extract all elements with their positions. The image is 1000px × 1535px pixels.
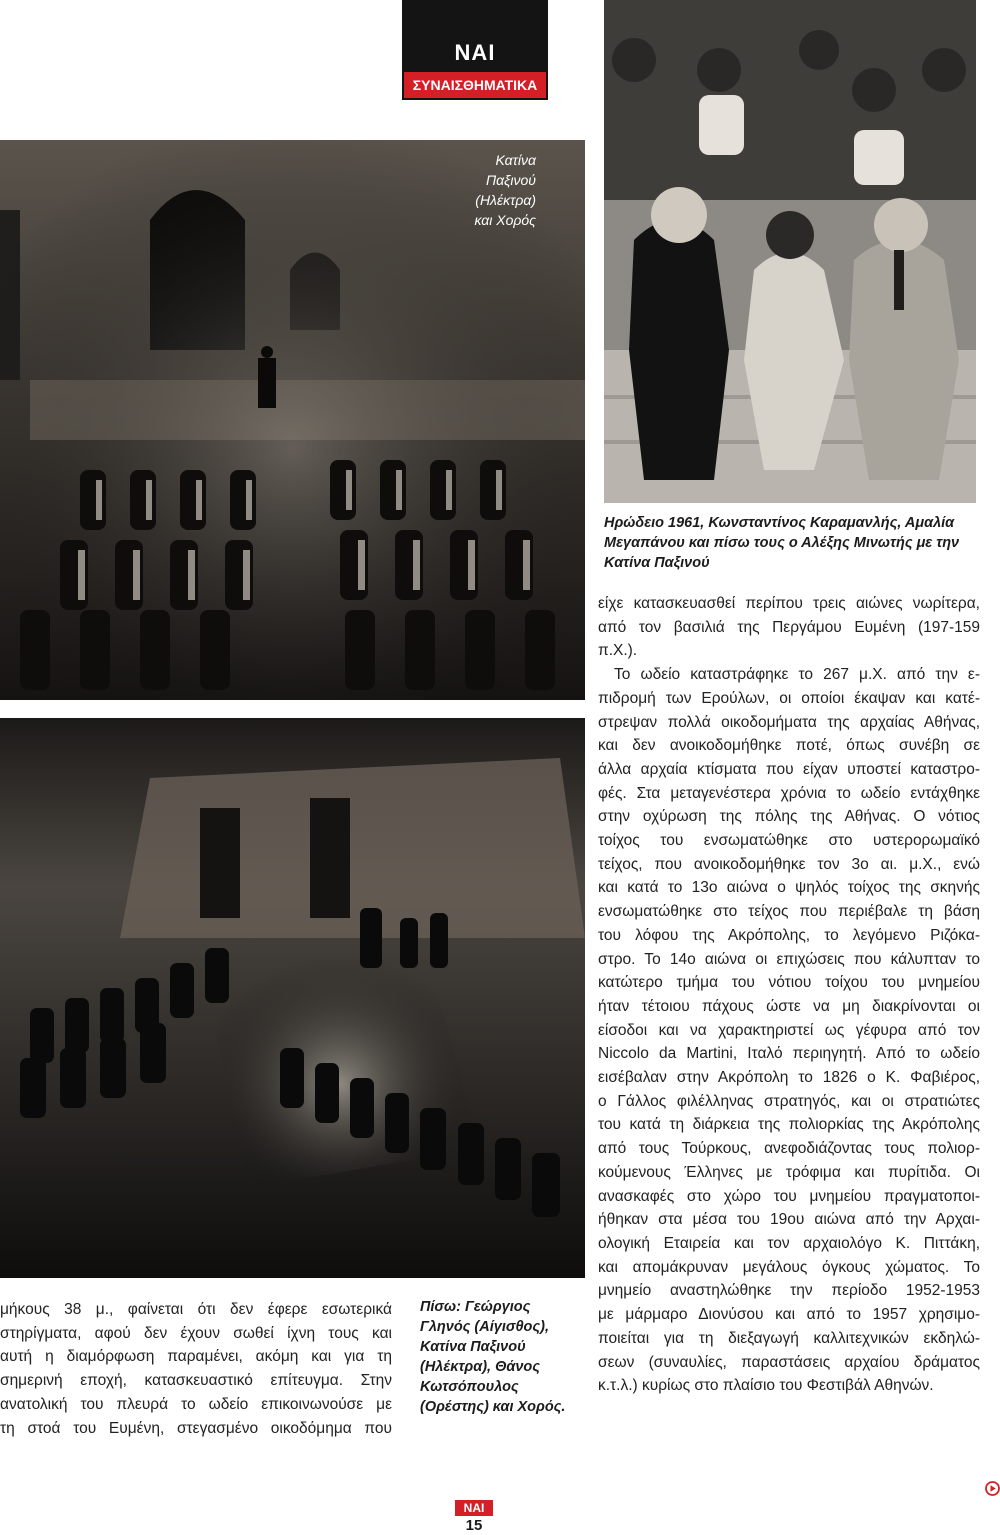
section-badge xyxy=(402,0,548,100)
text-line: μήκους 38 μ., φαίνεται ότι δεν έφερε εσωτερικά xyxy=(0,1301,392,1318)
text-line: κ.τ.λ.) κυρίως στο πλαίσιο του Φεστιβάλ Αθηνών. xyxy=(598,1377,934,1395)
text-line: Niccolo da Martini, Ιταλό περιηγητή. Από το ωδείο xyxy=(598,1045,980,1063)
text-line: και κατά το 13ο αιώνα ο ψηλός τοίχος της σκηνής xyxy=(598,879,980,897)
photo-karamanlis-audience xyxy=(604,0,976,503)
caption-line: Πίσω: Γεώργιος xyxy=(420,1299,531,1315)
text-line: στρο. Το 14ο αιώνα οι επιχώσεις που κάλυπταν το xyxy=(598,950,980,968)
text-line: από τους Τούρκους, ανεφοδιάζοντας τους πολιορ- xyxy=(598,1140,980,1158)
caption-line: Γληνός (Αίγισθος), xyxy=(420,1319,549,1335)
text-line: τείχος, που ανοικοδομήθηκε τον 3ο αι. μ.Χ., ενώ xyxy=(598,855,980,873)
text-line: του λόφου της Ακρόπολης, το λεγόμενο Ριζόκα- xyxy=(598,926,980,944)
text-line: πιδρομή των Ερούλων, οι οποίοι έκαψαν και κατέ- xyxy=(598,689,980,707)
text-line: κατώτερο τμήμα του νότιου τοίχου του μνημείου xyxy=(598,974,980,992)
text-line: κούμενους Έλληνες με τρόφιμα και πυρίτιδα. Οι xyxy=(598,1163,980,1181)
photo2-caption xyxy=(604,513,994,573)
photo3-caption xyxy=(420,1297,590,1417)
text-line: ποιείται για τη διεξαγωγή καλλιτεχνικών εκδηλώ- xyxy=(598,1329,980,1347)
text-line: ήταν τέτοιου πάχους ώστε να μη διακρίνονται οι xyxy=(598,997,980,1015)
photo-glinos-paxinou-kotsopoulos xyxy=(0,718,585,1278)
caption-line: Παξινού xyxy=(486,172,536,188)
text-line: ήθηκαν στα μέσα του 19ου αιώνα από την Αρχαι- xyxy=(598,1211,980,1229)
text-line: είσοδοι και να χαρακτηριστεί ως γέφυρα από τον xyxy=(598,1021,980,1039)
text-line: στρεψαν πολλά οικοδομήματα της αρχαίας Αθήνας, xyxy=(598,713,980,731)
text-line: Το ωδείο καταστράφηκε το 267 μ.Χ. από την ε- xyxy=(614,666,980,684)
text-line: μνημείο αναστηλώθηκε την περίοδο 1952-1953 xyxy=(598,1282,980,1300)
text-line: σημερινή εποχή, κατασκευαστικό επίτευγμα. Στην xyxy=(0,1372,392,1390)
text-line: τοίχος του ενσωματώθηκε στο υστερορωμαϊκό xyxy=(598,832,980,850)
text-line: τη στοά του Ευμένη, στεγασμένο οικοδόμημα που xyxy=(0,1419,392,1437)
text-line: του κατά τη διάρκεια της πολιορκίας της Ακρόπολης xyxy=(598,1116,980,1134)
text-line: ενσωματώθηκε στο τείχος που περιέβαλε τη βάση xyxy=(598,903,980,921)
photo1-caption xyxy=(436,150,536,230)
text-line: με μάρμαρο Διονύσου και από το 1957 χρησιμο- xyxy=(598,1306,980,1324)
brand-label: ΝΑΙ xyxy=(454,40,496,65)
text-line: στην οχύρωση της πόλης της Αθήνας. Ο νότιος xyxy=(598,808,980,826)
caption-line: Μεγαπάνου και πίσω τους ο Αλέξης Μινωτής με την xyxy=(604,535,960,551)
text-line: φές. Στα μεταγενέστερα χρόνια το ωδείο εντάχθηκε xyxy=(598,784,980,802)
page-number: 15 xyxy=(465,1517,483,1534)
text-line: και δεν ανοικοδομήθηκε ποτέ, όπως συνέβη σε xyxy=(598,737,980,755)
text-line: αυτή η διαμόρφωση παραμένει, ακόμη και για τη xyxy=(0,1348,392,1366)
text-line: π.Χ.). xyxy=(598,642,638,660)
text-line: άλλα αρχαία κτίσματα που είχαν υποστεί καταστρο- xyxy=(598,760,980,778)
caption-line: Κατίνα Παξινού xyxy=(420,1339,526,1355)
text-line: στηρίγματα, αφού δεν έχουν σωθεί ίχνη τους και xyxy=(0,1324,392,1342)
left-column-text xyxy=(0,1298,392,1440)
caption-line: (Ηλέκτρα) xyxy=(475,192,536,208)
footer-logo: ΝΑΙ xyxy=(455,1500,493,1516)
caption-line: Κατίνα xyxy=(495,152,536,168)
caption-line: Κωτσόπουλος xyxy=(420,1379,519,1395)
section-label: ΣΥΝΑΙΣΘΗΜΑΤΙΚΑ xyxy=(404,72,546,98)
caption-line: (Ηλέκτρα), Θάνος xyxy=(420,1359,541,1375)
text-line: σεων (συναυλίες, παραστάσεις αρχαίου δράματος xyxy=(598,1353,980,1371)
text-line: ο Γάλλος φιλέλληνας στρατηγός, και οι στρατιώτες xyxy=(598,1092,980,1110)
text-line: ανατολική του πλευρά το ωδείο επικοινωνούσε με xyxy=(0,1395,392,1413)
text-line: ολογική Εταιρεία και τον αρχαιολόγο Κ. Πιττάκη, xyxy=(598,1234,980,1252)
text-line: από τον βασιλιά της Περγάμου Ευμένη (197-159 xyxy=(598,618,980,636)
caption-line: Ηρώδειο 1961, Κωνσταντίνος Καραμανλής, Αμαλία xyxy=(604,515,955,531)
text-line: εισέβαλαν στην Ακρόπολη το 1826 ο Κ. Φαβιέρος, xyxy=(598,1069,980,1087)
text-line: και απομάκρυναν μεγάλους όγκους χώματος. Το xyxy=(598,1258,980,1276)
caption-line: και Χορός xyxy=(474,212,536,228)
caption-line: (Ορέστης) και Χορός. xyxy=(420,1399,566,1415)
text-line: είχε κατασκευασθεί περίπου τρεις αιώνες νωρίτερα, xyxy=(598,595,980,612)
caption-line: Κατίνα Παξινού xyxy=(604,555,710,571)
article-end-icon xyxy=(985,1481,1000,1496)
text-line: ανασκαφές στο χώρο του μνημείου πραγματοποι- xyxy=(598,1187,980,1205)
right-column-text xyxy=(598,592,980,1398)
